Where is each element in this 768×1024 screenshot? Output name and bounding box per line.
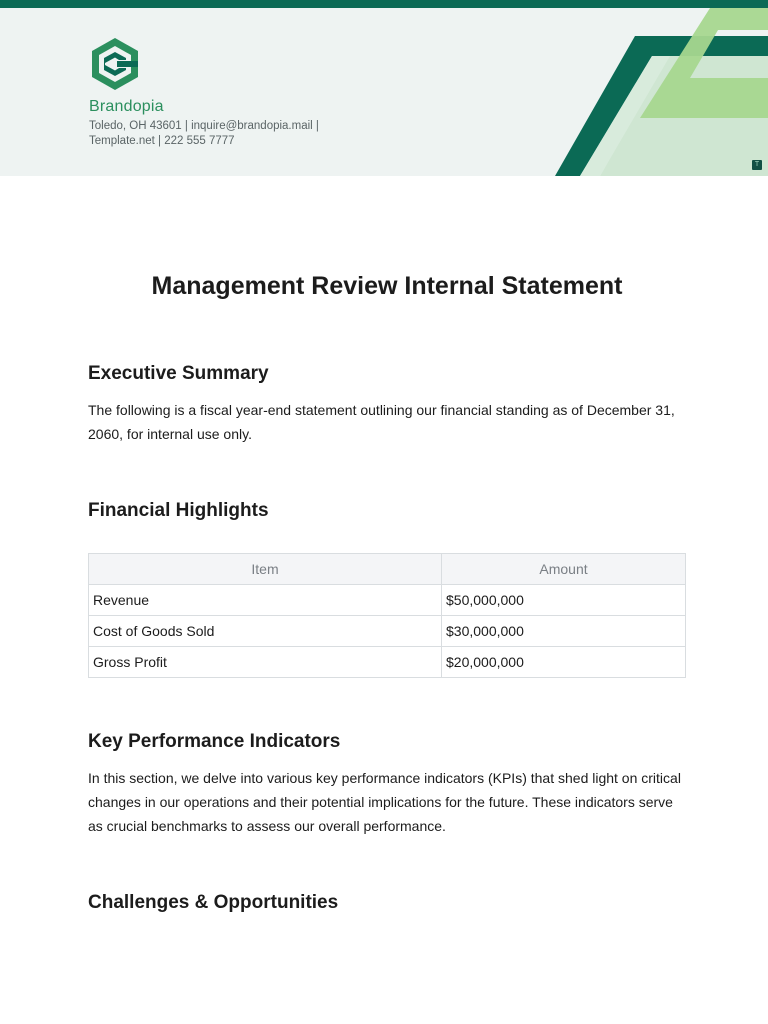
brand-contact-info: Toledo, OH 43601 | inquire@brandopia.mail | Template.net | 222 555 7777 bbox=[89, 120, 319, 147]
document-title: Management Review Internal Statement bbox=[151, 272, 623, 300]
table-row bbox=[89, 647, 686, 678]
table-row bbox=[89, 585, 686, 616]
table-row bbox=[89, 616, 686, 647]
column-header-item: Item bbox=[89, 554, 442, 585]
brand-name: Brandopia bbox=[89, 98, 164, 115]
executive-summary-text: The following is a fiscal year-end statement outlining our financial standing as of December 31, 2060, for internal use only. bbox=[88, 402, 675, 442]
column-header-amount: Amount bbox=[442, 554, 686, 585]
table-header-row bbox=[89, 554, 686, 585]
financial-highlights-table bbox=[88, 553, 686, 678]
table-cell-amount: $30,000,000 bbox=[442, 616, 686, 647]
table-cell-item: Gross Profit bbox=[89, 647, 442, 678]
table-cell-amount: $20,000,000 bbox=[442, 647, 686, 678]
kpi-text: In this section, we delve into various key performance indicators (KPIs) that shed light on critical changes in our operations and their potential implications for the future. These indicators serve as crucial benchmarks to assess our overall performance. bbox=[88, 770, 681, 834]
challenges-heading: Challenges & Opportunities bbox=[88, 892, 339, 913]
kpi-heading: Key Performance Indicators bbox=[88, 731, 341, 752]
header-decoration-icon bbox=[540, 8, 768, 176]
financial-highlights-heading: Financial Highlights bbox=[88, 500, 269, 521]
letterhead bbox=[0, 8, 768, 176]
executive-summary-heading: Executive Summary bbox=[88, 363, 269, 384]
table-cell-item: Revenue bbox=[89, 585, 442, 616]
table-cell-item: Cost of Goods Sold bbox=[89, 616, 442, 647]
table-cell-amount: $50,000,000 bbox=[442, 585, 686, 616]
top-accent-bar bbox=[0, 0, 768, 8]
template-badge: T bbox=[752, 160, 762, 170]
brand-logo-icon bbox=[89, 36, 141, 92]
